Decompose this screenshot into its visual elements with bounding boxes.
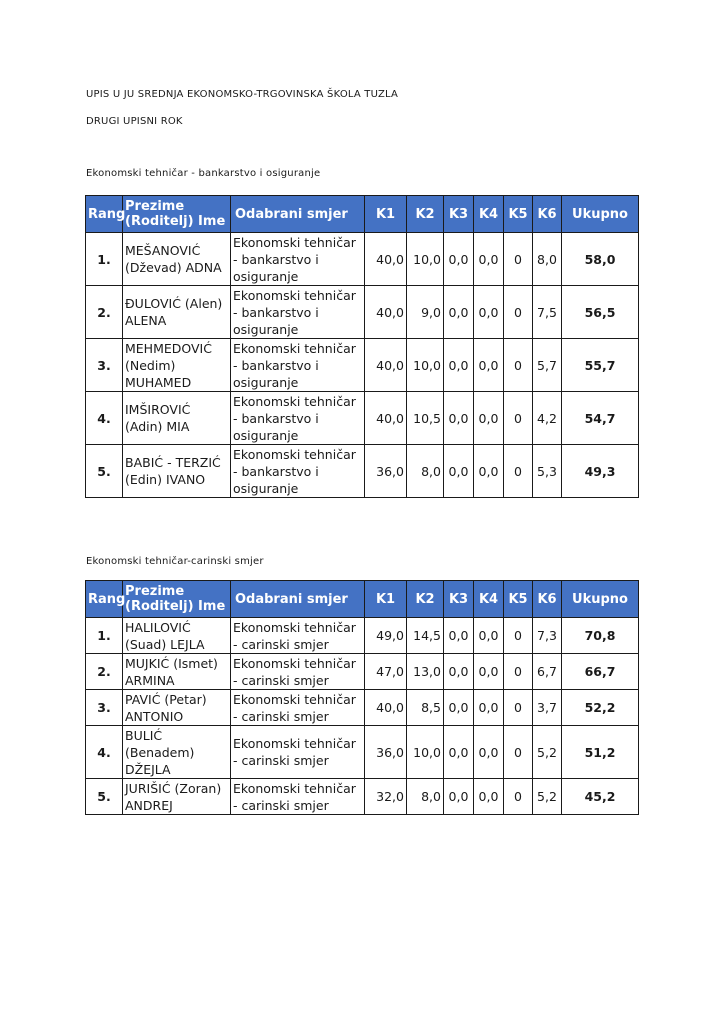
- k1-cell: 47,0: [365, 654, 407, 690]
- k6-cell: 3,7: [533, 690, 562, 726]
- table-header-row: [86, 196, 639, 233]
- k5-cell: 0: [504, 339, 533, 392]
- name-cell: BABIĆ - TERZIĆ (Edin) IVANO: [123, 445, 231, 498]
- total-cell: 66,7: [562, 654, 639, 690]
- k5-cell: 0: [504, 654, 533, 690]
- k3-cell: 0,0: [444, 726, 474, 779]
- name-cell: PAVIĆ (Petar) ANTONIO: [123, 690, 231, 726]
- k4-cell: 0,0: [474, 445, 504, 498]
- k3-cell: 0,0: [444, 445, 474, 498]
- k2-cell: 8,0: [407, 779, 444, 815]
- smjer-cell: Ekonomski tehničar - carinski smjer: [231, 726, 365, 779]
- name-cell: HALILOVIĆ (Suad) LEJLA: [123, 618, 231, 654]
- rank-cell: 2.: [86, 286, 123, 339]
- name-cell: IMŠIROVIĆ (Adin) MIA: [123, 392, 231, 445]
- col-k1: K1: [365, 581, 407, 618]
- k3-cell: 0,0: [444, 392, 474, 445]
- k1-cell: 32,0: [365, 779, 407, 815]
- k2-cell: 8,0: [407, 445, 444, 498]
- rank-cell: 2.: [86, 654, 123, 690]
- table-row: [86, 392, 639, 445]
- smjer-cell: Ekonomski tehničar - bankarstvo i osiguranje: [231, 339, 365, 392]
- k5-cell: 0: [504, 286, 533, 339]
- school-title: UPIS U JU SREDNJA EKONOMSKO-TRGOVINSKA ŠKOLA TUZLA: [86, 89, 399, 100]
- k6-cell: 5,2: [533, 726, 562, 779]
- k2-cell: 10,0: [407, 726, 444, 779]
- k2-cell: 8,5: [407, 690, 444, 726]
- table-row: [86, 726, 639, 779]
- rank-cell: 4.: [86, 392, 123, 445]
- k1-cell: 40,0: [365, 233, 407, 286]
- col-smjer: Odabrani smjer: [231, 196, 365, 233]
- total-cell: 58,0: [562, 233, 639, 286]
- col-k3: K3: [444, 581, 474, 618]
- k3-cell: 0,0: [444, 618, 474, 654]
- table-row: [86, 233, 639, 286]
- k1-cell: 40,0: [365, 286, 407, 339]
- name-cell: MEHMEDOVIĆ (Nedim) MUHAMED: [123, 339, 231, 392]
- k2-cell: 14,5: [407, 618, 444, 654]
- k4-cell: 0,0: [474, 392, 504, 445]
- k1-cell: 40,0: [365, 339, 407, 392]
- k5-cell: 0: [504, 779, 533, 815]
- total-cell: 49,3: [562, 445, 639, 498]
- rank-cell: 3.: [86, 339, 123, 392]
- enrollment-round: DRUGI UPISNI ROK: [86, 116, 183, 127]
- table-row: [86, 690, 639, 726]
- k1-cell: 40,0: [365, 392, 407, 445]
- k4-cell: 0,0: [474, 233, 504, 286]
- rank-cell: 4.: [86, 726, 123, 779]
- smjer-cell: Ekonomski tehničar - carinski smjer: [231, 779, 365, 815]
- k5-cell: 0: [504, 618, 533, 654]
- table-row: [86, 779, 639, 815]
- table-row: [86, 339, 639, 392]
- col-ukupno: Ukupno: [562, 196, 639, 233]
- smjer-cell: Ekonomski tehničar - bankarstvo i osiguranje: [231, 392, 365, 445]
- col-k5: K5: [504, 581, 533, 618]
- smjer-cell: Ekonomski tehničar - bankarstvo i osiguranje: [231, 233, 365, 286]
- k6-cell: 7,3: [533, 618, 562, 654]
- col-k2: K2: [407, 581, 444, 618]
- total-cell: 52,2: [562, 690, 639, 726]
- table-header-row: [86, 581, 639, 618]
- name-cell: MEŠANOVIĆ (Dževad) ADNA: [123, 233, 231, 286]
- k1-cell: 49,0: [365, 618, 407, 654]
- k5-cell: 0: [504, 690, 533, 726]
- k5-cell: 0: [504, 445, 533, 498]
- col-k3: K3: [444, 196, 474, 233]
- k4-cell: 0,0: [474, 654, 504, 690]
- rank-cell: 1.: [86, 233, 123, 286]
- k1-cell: 40,0: [365, 690, 407, 726]
- k2-cell: 9,0: [407, 286, 444, 339]
- k4-cell: 0,0: [474, 690, 504, 726]
- rank-cell: 5.: [86, 779, 123, 815]
- ranking-table: [85, 580, 639, 815]
- name-cell: JURIŠIĆ (Zoran) ANDREJ: [123, 779, 231, 815]
- k6-cell: 6,7: [533, 654, 562, 690]
- k5-cell: 0: [504, 392, 533, 445]
- col-k1: K1: [365, 196, 407, 233]
- k6-cell: 5,2: [533, 779, 562, 815]
- k1-cell: 36,0: [365, 726, 407, 779]
- k3-cell: 0,0: [444, 654, 474, 690]
- total-cell: 54,7: [562, 392, 639, 445]
- name-cell: MUJKIĆ (Ismet) ARMINA: [123, 654, 231, 690]
- k6-cell: 5,3: [533, 445, 562, 498]
- table-row: [86, 445, 639, 498]
- k2-cell: 13,0: [407, 654, 444, 690]
- col-k4: K4: [474, 581, 504, 618]
- smjer-cell: Ekonomski tehničar - carinski smjer: [231, 654, 365, 690]
- k5-cell: 0: [504, 726, 533, 779]
- col-k6: K6: [533, 581, 562, 618]
- smjer-cell: Ekonomski tehničar - bankarstvo i osiguranje: [231, 286, 365, 339]
- col-name: Prezime (Roditelj) Ime: [123, 196, 231, 233]
- k3-cell: 0,0: [444, 233, 474, 286]
- k3-cell: 0,0: [444, 286, 474, 339]
- k4-cell: 0,0: [474, 726, 504, 779]
- section-caption: Ekonomski tehničar-carinski smjer: [86, 556, 264, 567]
- k6-cell: 7,5: [533, 286, 562, 339]
- k4-cell: 0,0: [474, 779, 504, 815]
- col-k6: K6: [533, 196, 562, 233]
- k6-cell: 5,7: [533, 339, 562, 392]
- col-k4: K4: [474, 196, 504, 233]
- total-cell: 55,7: [562, 339, 639, 392]
- table-row: [86, 286, 639, 339]
- k2-cell: 10,5: [407, 392, 444, 445]
- col-k5: K5: [504, 196, 533, 233]
- total-cell: 70,8: [562, 618, 639, 654]
- col-rang: Rang: [86, 196, 123, 233]
- col-rang: Rang: [86, 581, 123, 618]
- k5-cell: 0: [504, 233, 533, 286]
- k6-cell: 4,2: [533, 392, 562, 445]
- rank-cell: 1.: [86, 618, 123, 654]
- k2-cell: 10,0: [407, 233, 444, 286]
- rank-cell: 5.: [86, 445, 123, 498]
- smjer-cell: Ekonomski tehničar - carinski smjer: [231, 618, 365, 654]
- k3-cell: 0,0: [444, 779, 474, 815]
- k1-cell: 36,0: [365, 445, 407, 498]
- table-row: [86, 654, 639, 690]
- smjer-cell: Ekonomski tehničar - carinski smjer: [231, 690, 365, 726]
- k3-cell: 0,0: [444, 339, 474, 392]
- table-row: [86, 618, 639, 654]
- k4-cell: 0,0: [474, 339, 504, 392]
- k2-cell: 10,0: [407, 339, 444, 392]
- smjer-cell: Ekonomski tehničar - bankarstvo i osiguranje: [231, 445, 365, 498]
- total-cell: 51,2: [562, 726, 639, 779]
- col-name: Prezime (Roditelj) Ime: [123, 581, 231, 618]
- section-caption: Ekonomski tehničar - bankarstvo i osiguranje: [86, 168, 321, 179]
- name-cell: ĐULOVIĆ (Alen) ALENA: [123, 286, 231, 339]
- k6-cell: 8,0: [533, 233, 562, 286]
- rank-cell: 3.: [86, 690, 123, 726]
- col-k2: K2: [407, 196, 444, 233]
- k3-cell: 0,0: [444, 690, 474, 726]
- col-smjer: Odabrani smjer: [231, 581, 365, 618]
- name-cell: BULIĆ (Benadem) DŽEJLA: [123, 726, 231, 779]
- k4-cell: 0,0: [474, 618, 504, 654]
- col-ukupno: Ukupno: [562, 581, 639, 618]
- ranking-table: [85, 195, 639, 498]
- k4-cell: 0,0: [474, 286, 504, 339]
- total-cell: 56,5: [562, 286, 639, 339]
- total-cell: 45,2: [562, 779, 639, 815]
